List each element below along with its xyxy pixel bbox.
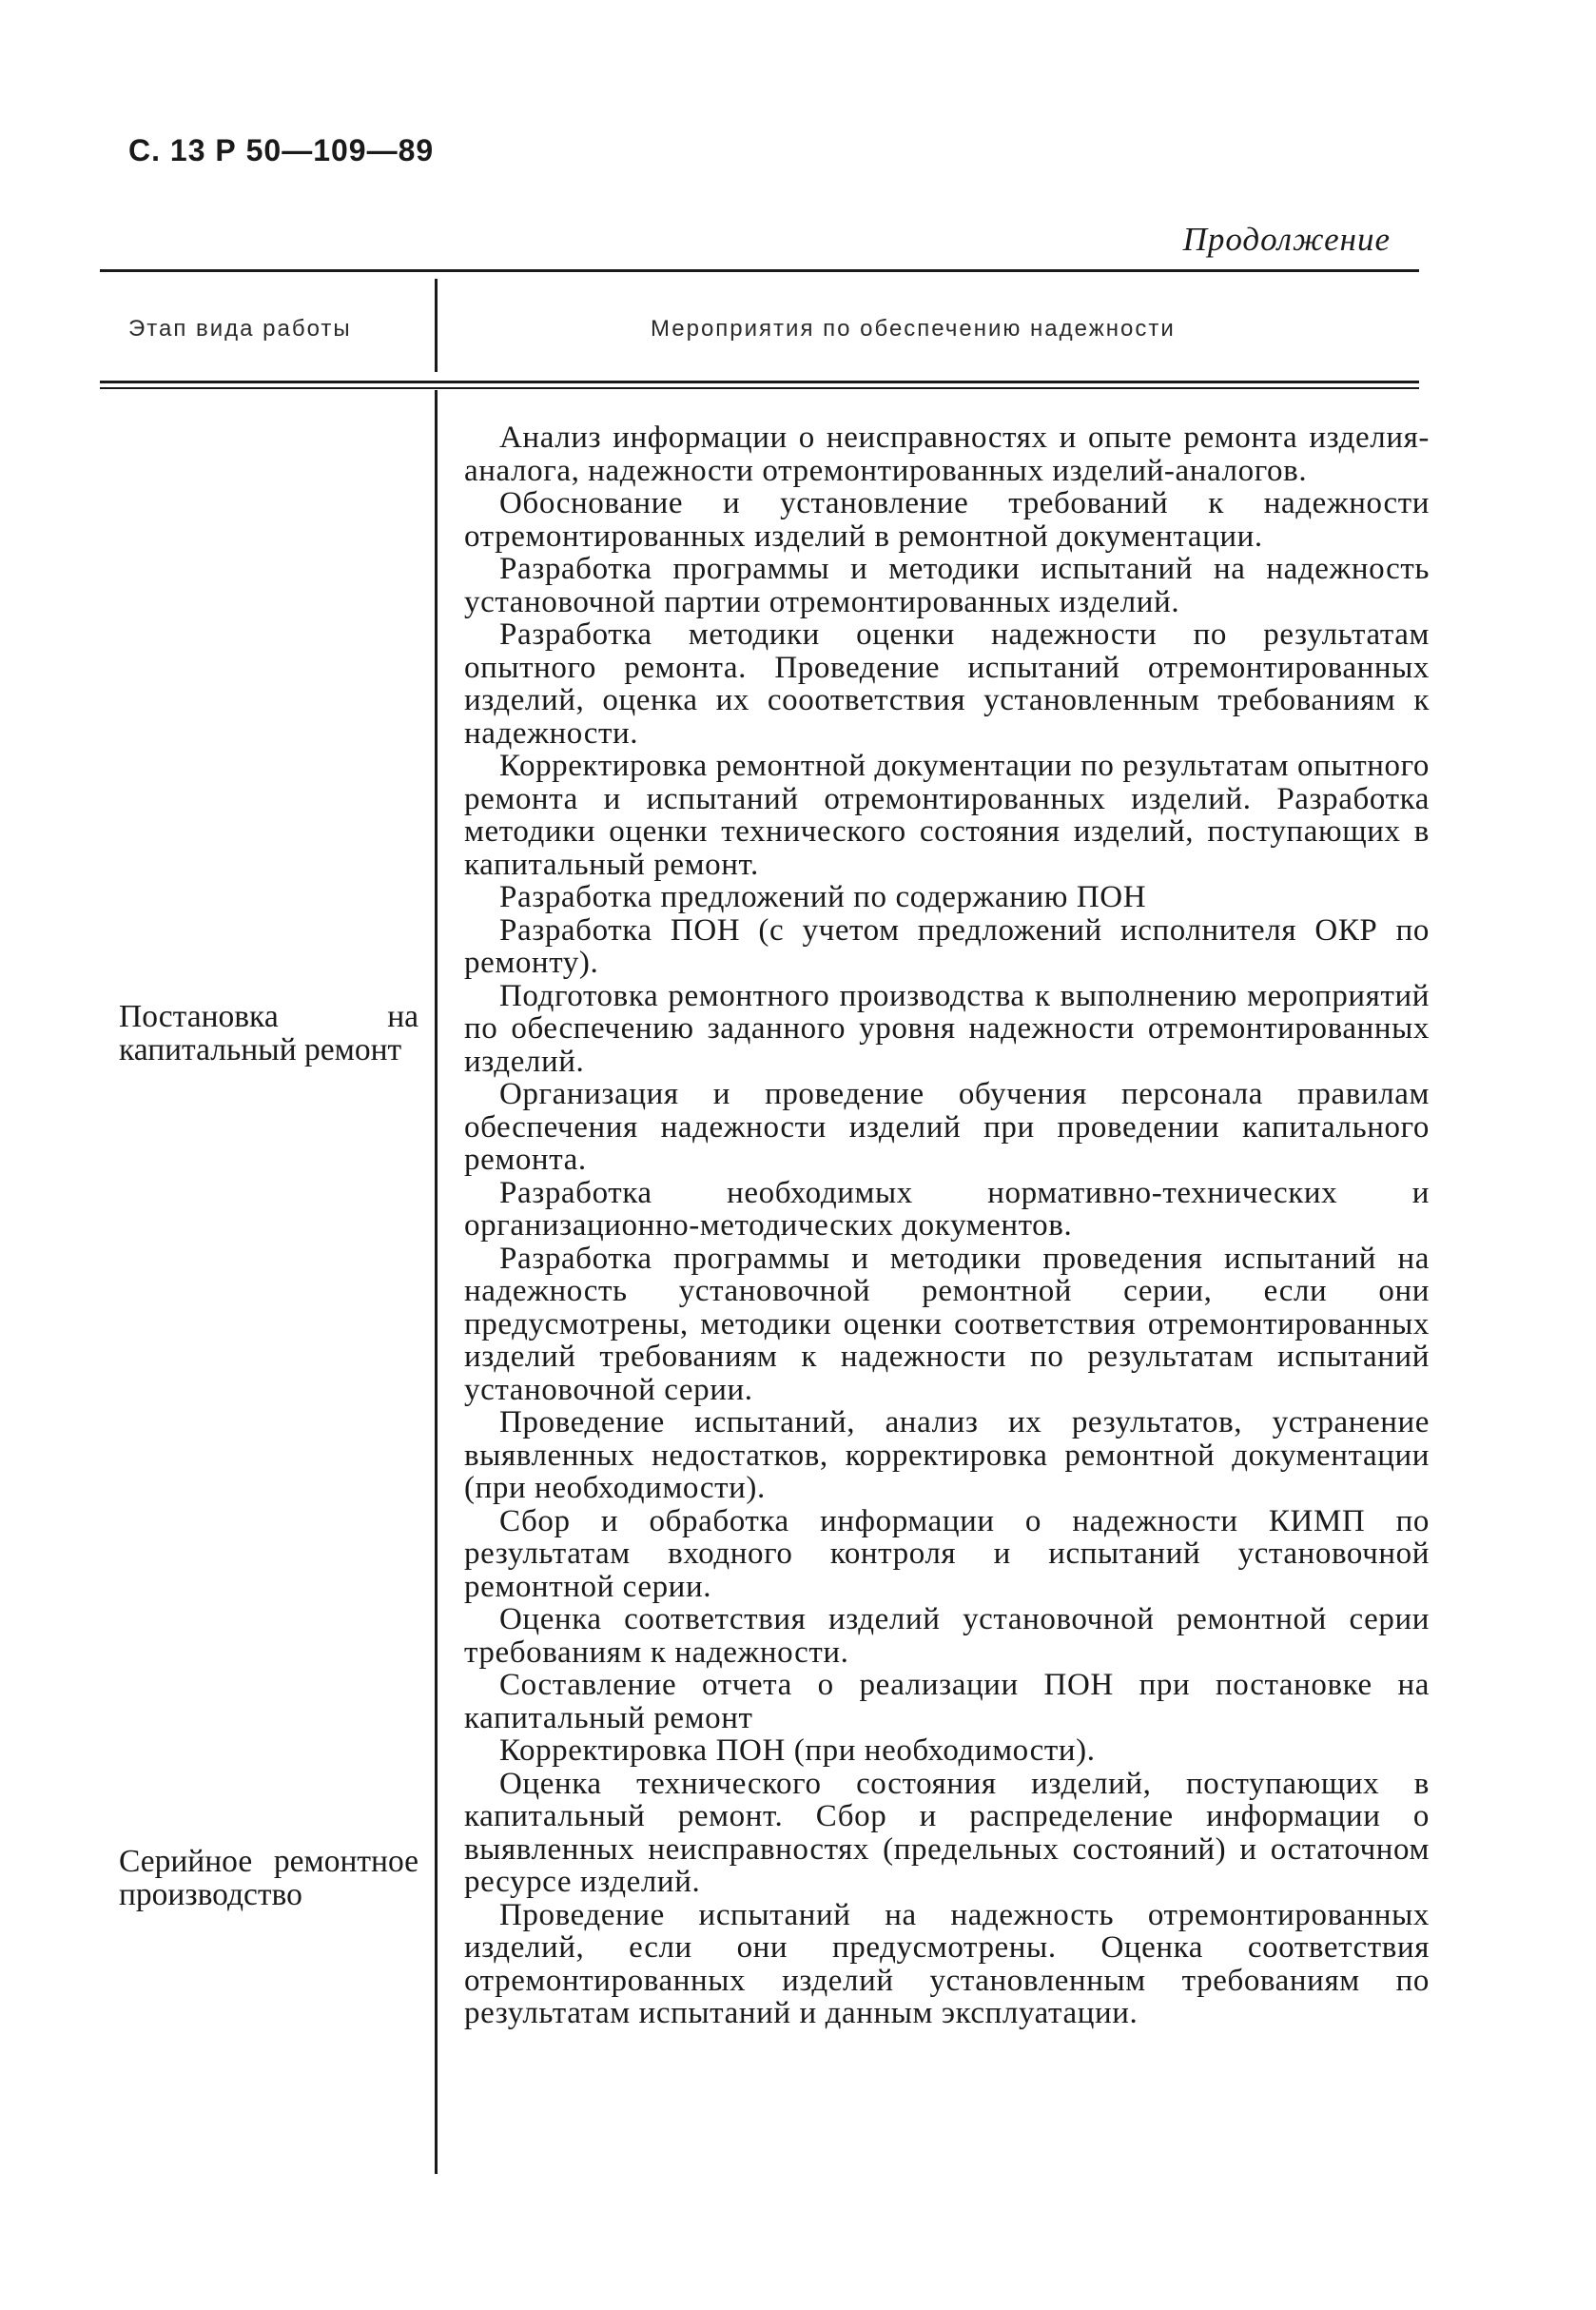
stage-cell: Серийное ремонтное производство (119, 1844, 418, 1912)
measure-paragraph: Оценка технического состояния изделий, поступающих в капитальный ремонт. Сбор и распределение информации о выявленных неисправностях (предельных состояний) и остаточном ресурсе изделий. (464, 1766, 1430, 1899)
body-column-divider (435, 390, 438, 2174)
measure-paragraph: Разработка методики оценки надежности по результатам опытного ремонта. Проведение испытаний отремонтированных изделий, оценка их сооответствия установленным требованиям к надежности. (464, 617, 1430, 751)
measure-paragraph: Сбор и обработка информации о надежности КИМП по результатам входного контроля и испытаний установочной ремонтной серии. (464, 1503, 1430, 1604)
measure-paragraph: Составление отчета о реализации ПОН при постановке на капитальный ремонт (464, 1668, 1430, 1735)
measure-paragraph: Обоснование и установление требований к надежности отремонтированных изделий в ремонтной документации. (464, 486, 1430, 554)
measure-paragraph: Проведение испытаний на надежность отремонтированных изделий, если они предусмотрены. Оценка соответствия отремонтированных изделий установленным требованиям по результатам испытаний и данным эксплуатации. (464, 1897, 1430, 2030)
table-top-rule (100, 269, 1419, 272)
measure-paragraph: Оценка соответствия изделий установочной ремонтной серии требованиям к надежности. (464, 1602, 1430, 1670)
measure-paragraph: Разработка предложений по содержанию ПОН (499, 880, 1147, 914)
measure-paragraph: Разработка программы и методики проведения испытаний на надежность установочной ремонтной серии, если они предусмотрены, методики оценки соответствия отремонтированных изделий требованиям к надежности по результатам испытаний установочной серии. (464, 1241, 1430, 1407)
measure-paragraph: Организация и проведение обучения персонала правилам обеспечения надежности изделий при проведении капитального ремонта. (464, 1077, 1430, 1177)
header-column-divider (435, 279, 438, 372)
column-header-measures: Мероприятия по обеспечению надежности (651, 316, 1176, 342)
header-bottom-rule-second (100, 387, 1419, 389)
column-header-stage: Этап вида работы (128, 316, 352, 342)
measures-column (464, 421, 1430, 2030)
stage-cell: Постановка на капитальный ремонт (119, 999, 418, 1067)
header-bottom-rule (100, 381, 1419, 383)
measure-paragraph: Корректировка ПОН (при необходимости). (499, 1733, 1096, 1768)
measure-paragraph: Подготовка ремонтного производства к выполнению мероприятий по обеспечению заданного уровня надежности отремонтированных изделий. (464, 978, 1430, 1079)
continuation-label: Продолжение (1182, 221, 1391, 258)
page-reference: С. 13 Р 50—109—89 (128, 133, 435, 167)
measure-paragraph: Разработка программы и методики испытаний на надежность установочной партии отремонтированных изделий. (464, 552, 1430, 619)
measure-paragraph: Проведение испытаний, анализ их результатов, устранение выявленных недостатков, корректировка ремонтной документации (при необходимости). (464, 1405, 1430, 1505)
measure-paragraph: Анализ информации о неисправностях и опыте ремонта изделия-аналога, надежности отремонтированных изделий-аналогов. (464, 421, 1430, 488)
measure-paragraph: Разработка необходимых нормативно-технических и организационно-методических документов. (464, 1175, 1430, 1243)
measure-paragraph: Разработка ПОН (с учетом предложений исполнителя ОКР по ремонту). (464, 912, 1430, 980)
measure-paragraph: Корректировка ремонтной документации по результатам опытного ремонта и испытаний отремонтированных изделий. Разработка методики оценки технического состояния изделий, поступающих в капитальный ремонт. (464, 749, 1430, 882)
